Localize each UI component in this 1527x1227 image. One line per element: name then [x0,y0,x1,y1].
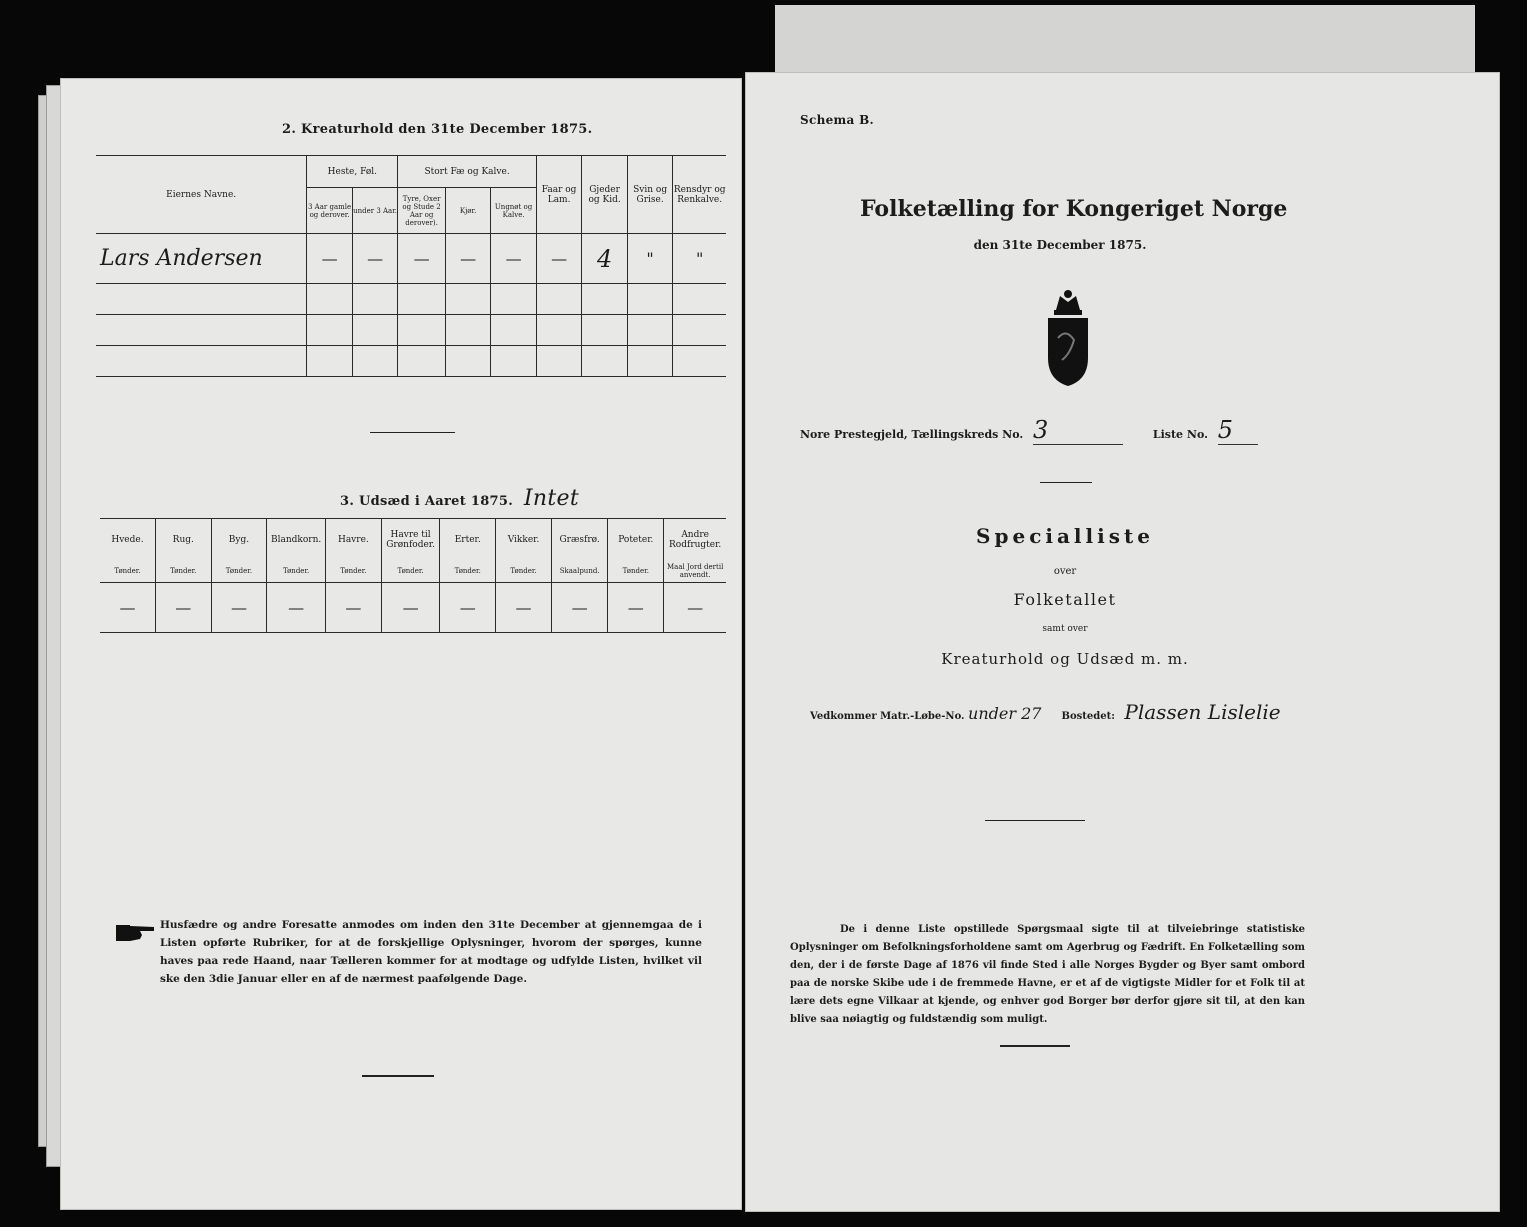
seed-col-unit: Tønder. [440,561,496,583]
col-owner-name: Eiernes Navne. [96,156,307,234]
seed-col-header: Blandkorn. [267,519,326,561]
district-label: Nore Prestegjeld, Tællingskreds No. [800,428,1024,441]
seed-value: — [211,583,267,633]
seed-value: — [155,583,211,633]
table-row [96,346,726,377]
list-no: 5 [1218,416,1258,445]
bosted-value: Plassen Lislelie [1124,700,1281,724]
seed-value: — [608,583,664,633]
over-text: over [1053,566,1077,577]
col-horses-young: under 3 Aar. [352,188,398,234]
divider [985,820,1085,821]
kreaturhold-heading: Kreaturhold og Udsæd m. m. [941,650,1189,668]
pointing-hand-icon [116,921,156,947]
samt-over-text: samt over [1042,624,1088,634]
col-cattle-calves: Ungnøt og Kalve. [491,188,537,234]
seed-col-header: Havre. [325,519,381,561]
col-sheep: Faar og Lam. [536,156,582,234]
livestock-table [96,155,726,377]
divider [370,432,455,433]
matr-value: under 27 [968,704,1042,723]
section3-title [340,486,579,511]
section2-title: 2. Kreaturhold den 31te December 1875. [282,122,593,137]
cell-value: — [491,234,537,284]
seed-col-unit: Tønder. [267,561,326,583]
seed-col-unit: Skaalpund. [551,561,607,583]
seed-col-header: Havre til Grønfoder. [381,519,440,561]
seed-col-unit: Tønder. [381,561,440,583]
list-label: Liste No. [1152,428,1208,441]
table-row [96,315,726,346]
instruction-note: Husfædre og andre Foresatte anmodes om inden den 31te December at gjennemgaa de i Listen opførte Rubriker, for at de forskjellige Oplysninger, hvorom der spørges, kunne haves paa rede Haand, naar Tælleren kommer for at modtage og udfylde Listen, hvilket vil ske den 3die Januar eller en af de nærmest paafølgende Dage. [160,919,702,985]
document-date: den 31te December 1875. [973,238,1147,252]
cell-value: " [673,234,726,284]
seed-col-unit: Tønder. [325,561,381,583]
divider [1000,1045,1070,1047]
table-row [100,583,726,633]
cell-value: — [398,234,446,284]
seed-value: — [267,583,326,633]
seed-col-header: Erter. [440,519,496,561]
seed-value: — [440,583,496,633]
coat-of-arms [1038,288,1098,392]
table-row [96,234,726,284]
section3-title-text: 3. Udsæd i Aaret 1875. [340,494,514,509]
col-goats: Gjeder og Kid. [582,156,628,234]
seed-col-header: Poteter. [608,519,664,561]
bosted-label: Bostedet: [1061,711,1115,722]
seed-col-unit: Tønder. [608,561,664,583]
seed-col-unit: Maal Jord dertil anvendt. [664,561,726,583]
col-horses-old: 3 Aar gamle og derover. [307,188,353,234]
section3-handwritten: Intet [523,486,579,511]
seed-value: — [381,583,440,633]
explanation-paragraph: De i denne Liste opstillede Spørgsmaal sigte til at tilveiebringe statistiske Oplysninger om Befolkningsforholdene samt om Agerbrug og Fædrift. En Folketælling som den, der i de første Dage af 1876 vil finde Sted i alle Norges Bygder og Byer samt ombord paa de norske Skibe ude i de fremmede Havne, er et af de vigtigste Midler for et Folk til at lære dets egne Vilkaar at kjende, og enhver god Borger bør derfor gjøre sit til, at den kan blive saa nøiagtig og fuldstændig som muligt. [790,924,1305,1025]
cell-value: — [536,234,582,284]
schema-label: Schema B. [800,113,875,127]
district-no: 3 [1033,416,1123,445]
folketallet-heading: Folketallet [1013,590,1117,609]
col-cattle-bulls: Tyre, Oxer og Stude 2 Aar og derover). [398,188,446,234]
seed-col-header: Græsfrø. [551,519,607,561]
district-line [800,416,1258,445]
cell-value: — [445,234,491,284]
seed-value: — [551,583,607,633]
seed-col-header: Rug. [155,519,211,561]
seed-value: — [664,583,726,633]
seed-col-header: Hvede. [100,519,155,561]
document-title: Folketælling for Kongeriget Norge [860,196,1288,222]
seed-value: — [100,583,155,633]
col-pigs: Svin og Grise. [627,156,673,234]
seed-value: — [325,583,381,633]
owner-name: Lars Andersen [96,234,307,284]
seed-col-unit: Tønder. [100,561,155,583]
seed-col-unit: Tønder. [211,561,267,583]
seed-col-header: Vikker. [496,519,552,561]
col-group-horses: Heste, Føl. [307,156,398,188]
table-row [96,284,726,315]
seed-col-unit: Tønder. [155,561,211,583]
cell-value: 4 [582,234,628,284]
divider [362,1075,434,1077]
col-reindeer: Rensdyr og Renkalve. [673,156,726,234]
seed-value: — [496,583,552,633]
cell-value: " [627,234,673,284]
col-cattle-cows: Kjør. [445,188,491,234]
seed-col-unit: Tønder. [496,561,552,583]
col-group-cattle: Stort Fæ og Kalve. [398,156,537,188]
specialliste-heading: Specialliste [976,524,1154,548]
seed-table [100,518,726,633]
divider [1040,482,1092,483]
seed-col-header: Andre Rodfrugter. [664,519,726,561]
cell-value: — [352,234,398,284]
matr-label: Vedkommer Matr.-Løbe-No. [810,711,965,722]
cell-value: — [307,234,353,284]
seed-col-header: Byg. [211,519,267,561]
matr-line [810,700,1281,724]
